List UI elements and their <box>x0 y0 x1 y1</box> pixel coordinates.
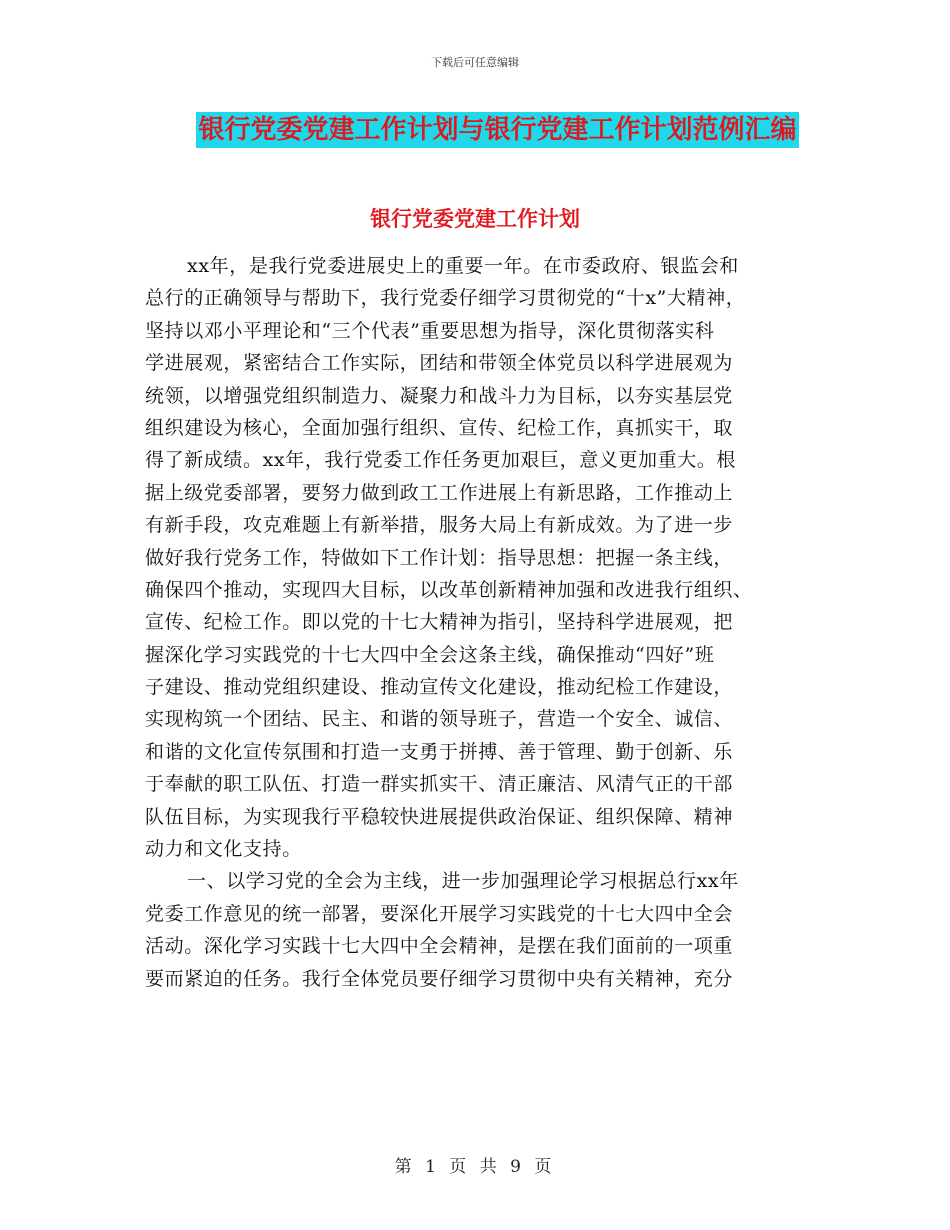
document-body <box>145 250 815 995</box>
body-line: 要而紧迫的任务。我行全体党员要仔细学习贯彻中央有关精神，充分 <box>145 967 734 990</box>
section-title: 银行党委党建工作计划 <box>370 207 580 231</box>
page-number: 第 1 页 共 9 页 <box>394 1157 556 1177</box>
document-title-container <box>0 112 950 148</box>
page-header-note: 下载后可任意编辑 <box>431 56 519 69</box>
body-line: 有新手段，攻克难题上有新举措，服务大局上有新成效。为了进一步 <box>145 514 734 537</box>
body-line: 活动。深化学习实践十七大四中全会精神，是摆在我们面前的一项重 <box>145 935 734 958</box>
body-line: 总行的正确领导与帮助下，我行党委仔细学习贯彻党的“十x”大精神， <box>145 287 746 310</box>
body-line: 于奉献的职工队伍、打造一群实抓实干、清正廉洁、风清气正的干部 <box>145 773 734 796</box>
body-line: 子建设、推动党组织建设、推动宣传文化建设，推动纪检工作建设， <box>145 676 734 699</box>
body-line: 党委工作意见的统一部署，要深化开展学习实践党的十七大四中全会 <box>145 902 734 925</box>
body-line: 队伍目标，为实现我行平稳较快进展提供政治保证、组织保障、精神 <box>145 805 734 828</box>
body-line: 据上级党委部署，要努力做到政工工作进展上有新思路，工作推动上 <box>145 481 734 504</box>
body-line: 坚持以邓小平理论和“三个代表”重要思想为指导，深化贯彻落实科 <box>145 319 715 342</box>
body-line: 动力和文化支持。 <box>145 838 302 861</box>
body-line: 统领，以增强党组织制造力、凝聚力和战斗力为目标，以夯实基层党 <box>145 384 734 407</box>
document-title: 银行党委党建工作计划与银行党建工作计划范例汇编 <box>196 112 798 148</box>
body-line: 实现构筑一个团结、民主、和谐的领导班子，营造一个安全、诚信、 <box>145 708 734 731</box>
body-line: 做好我行党务工作，特做如下工作计划：指导思想：把握一条主线， <box>145 546 734 569</box>
body-line: 学进展观，紧密结合工作实际，团结和带领全体党员以科学进展观为 <box>145 352 734 375</box>
body-line: 确保四个推动，实现四大目标，以改革创新精神加强和改进我行组织、 <box>145 578 753 601</box>
body-line: 握深化学习实践党的十七大四中全会这条主线，确保推动“四好”班 <box>145 643 715 666</box>
body-line: 和谐的文化宣传氛围和打造一支勇于拼搏、善于管理、勤于创新、乐 <box>145 740 734 763</box>
body-line: 组织建设为核心，全面加强行组织、宣传、纪检工作，真抓实干，取 <box>145 416 734 439</box>
body-line: 得了新成绩。xx年，我行党委工作任务更加艰巨，意义更加重大。根 <box>145 449 737 472</box>
body-line: 宣传、纪检工作。即以党的十七大精神为指引，坚持科学进展观，把 <box>145 611 734 634</box>
body-line: 一、以学习党的全会为主线，进一步加强理论学习根据总行xx年 <box>187 870 739 893</box>
body-line: xx年，是我行党委进展史上的重要一年。在市委政府、银监会和 <box>187 255 739 277</box>
